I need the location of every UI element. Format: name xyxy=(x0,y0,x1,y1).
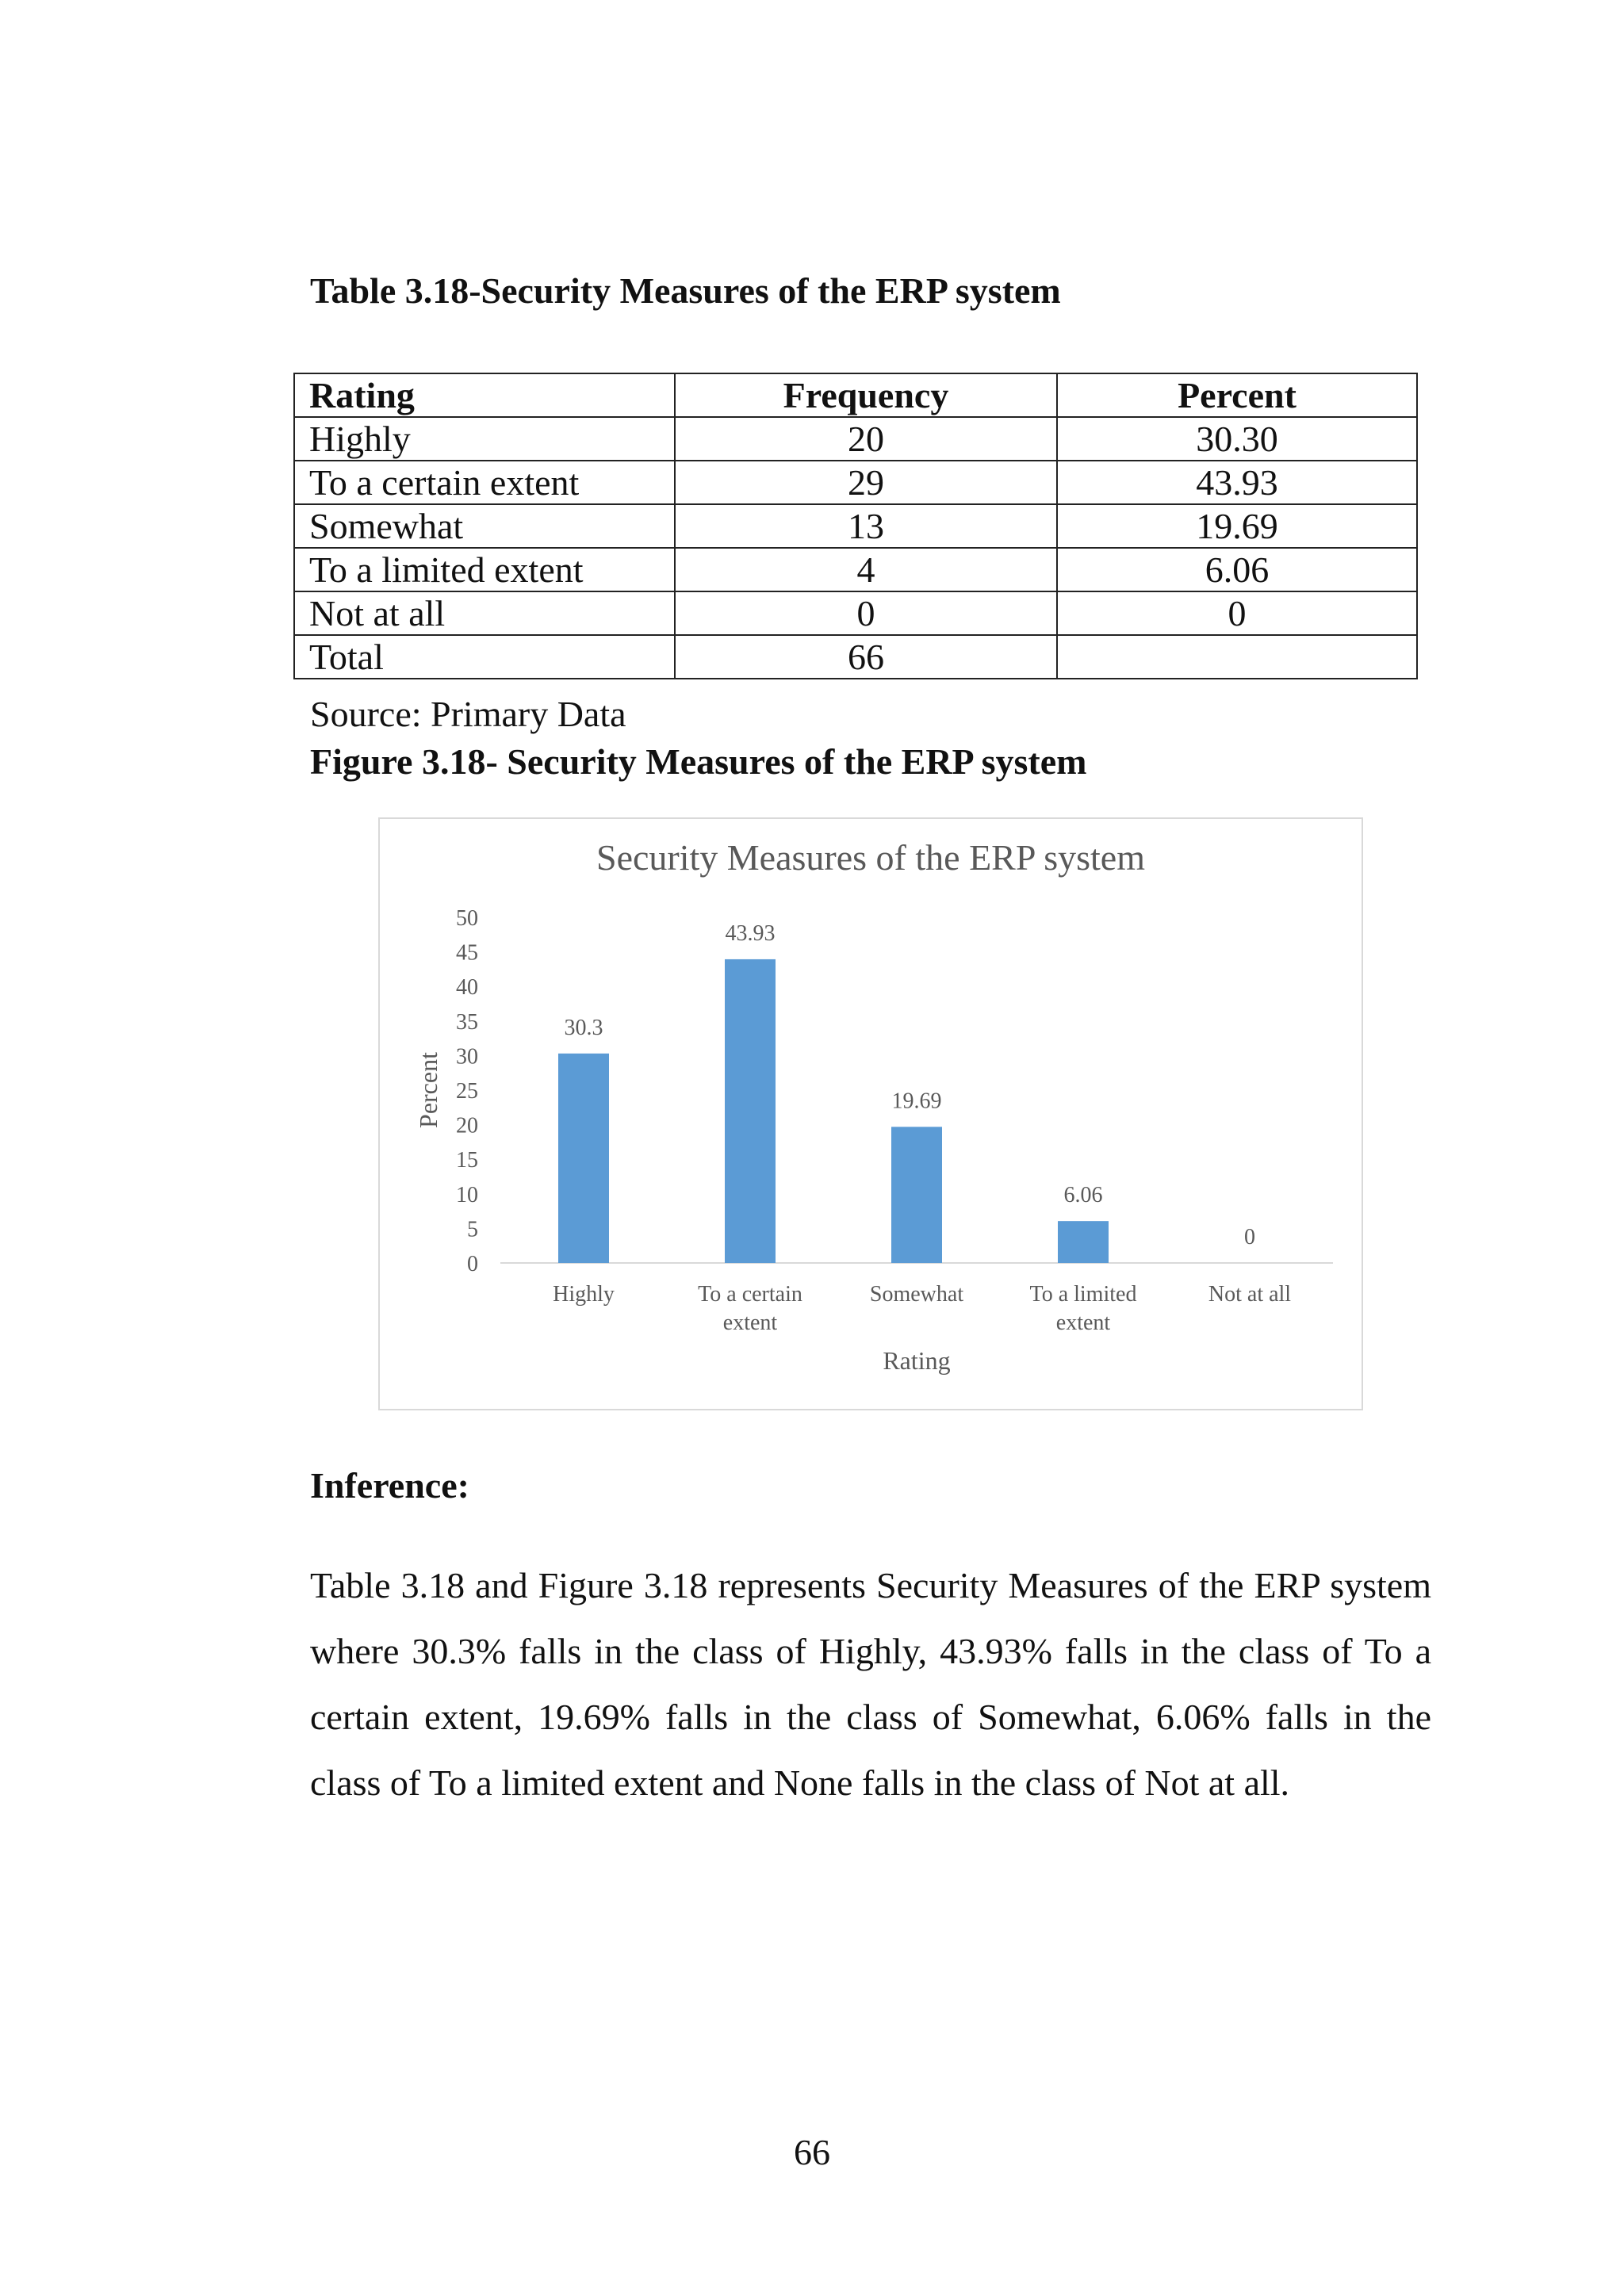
inference-heading: Inference: xyxy=(310,1465,469,1506)
x-axis-label: Rating xyxy=(883,1346,951,1375)
table-row xyxy=(294,417,1417,461)
cell-frequency: 4 xyxy=(675,548,1057,591)
bar xyxy=(891,1127,942,1263)
x-tick-label: extent xyxy=(722,1311,778,1335)
data-label: 0 xyxy=(1244,1225,1255,1249)
cell-rating: Total xyxy=(294,635,675,679)
x-tick-label: Highly xyxy=(553,1282,615,1307)
cell-frequency: 29 xyxy=(675,461,1057,504)
chart-frame xyxy=(378,817,1363,1410)
table-row xyxy=(294,504,1417,548)
cell-percent: 6.06 xyxy=(1057,548,1417,591)
table-row xyxy=(294,461,1417,504)
bar-chart xyxy=(380,819,1362,1409)
table-caption: Table 3.18-Security Measures of the ERP system xyxy=(310,270,1061,311)
header-percent: Percent xyxy=(1057,373,1417,417)
table-row xyxy=(294,548,1417,591)
x-tick-label: Somewhat xyxy=(869,1282,964,1307)
cell-percent: 30.30 xyxy=(1057,417,1417,461)
y-tick-label: 50 xyxy=(456,906,478,931)
x-tick-label: extent xyxy=(1055,1311,1111,1335)
y-tick-label: 45 xyxy=(456,940,478,966)
cell-percent xyxy=(1057,635,1417,679)
bar xyxy=(558,1054,609,1263)
cell-frequency: 0 xyxy=(675,591,1057,635)
table-row-total xyxy=(294,635,1417,679)
data-label: 43.93 xyxy=(725,920,776,946)
cell-frequency: 66 xyxy=(675,635,1057,679)
cell-rating: Not at all xyxy=(294,591,675,635)
page-number: 66 xyxy=(794,2132,830,2172)
cell-rating: Somewhat xyxy=(294,504,675,548)
y-tick-label: 35 xyxy=(456,1009,478,1035)
bar xyxy=(725,959,776,1263)
y-tick-label: 20 xyxy=(456,1113,478,1138)
y-tick-label: 10 xyxy=(456,1182,478,1207)
cell-percent: 0 xyxy=(1057,591,1417,635)
x-tick-label: To a limited xyxy=(1029,1282,1137,1307)
header-frequency: Frequency xyxy=(675,373,1057,417)
y-axis-label: Percent xyxy=(414,1052,442,1128)
table-row xyxy=(294,591,1417,635)
header-rating: Rating xyxy=(294,373,675,417)
frequency-table xyxy=(293,373,1418,679)
cell-rating: To a certain extent xyxy=(294,461,675,504)
data-label: 30.3 xyxy=(564,1015,603,1040)
cell-rating: To a limited extent xyxy=(294,548,675,591)
y-tick-label: 0 xyxy=(467,1252,478,1276)
chart-title: Security Measures of the ERP system xyxy=(596,837,1146,878)
cell-frequency: 13 xyxy=(675,504,1057,548)
y-tick-label: 30 xyxy=(456,1044,478,1070)
cell-rating: Highly xyxy=(294,417,675,461)
y-tick-label: 5 xyxy=(467,1217,478,1242)
y-tick-label: 40 xyxy=(456,975,478,1001)
y-tick-label: 15 xyxy=(456,1148,478,1173)
data-label: 19.69 xyxy=(891,1089,942,1114)
source-note: Source: Primary Data xyxy=(310,694,626,734)
x-tick-label: Not at all xyxy=(1208,1282,1292,1307)
cell-percent: 43.93 xyxy=(1057,461,1417,504)
table-header-row xyxy=(294,373,1417,417)
data-label: 6.06 xyxy=(1063,1183,1103,1208)
bar xyxy=(1058,1221,1109,1263)
cell-frequency: 20 xyxy=(675,417,1057,461)
y-tick-label: 25 xyxy=(456,1079,478,1104)
inference-paragraph: Table 3.18 and Figure 3.18 represents Security Measures of the ERP system where 30.3% falls in the class of Highly, 43.93% falls in the class of To a certain extent, 19.69% falls in the class of Somewhat, 6.06% falls in the class of To a limited extent and None falls in the class of Not at all. xyxy=(310,1565,1431,1803)
x-tick-label: To a certain xyxy=(698,1282,802,1307)
figure-caption: Figure 3.18- Security Measures of the ERP system xyxy=(310,741,1087,782)
cell-percent: 19.69 xyxy=(1057,504,1417,548)
